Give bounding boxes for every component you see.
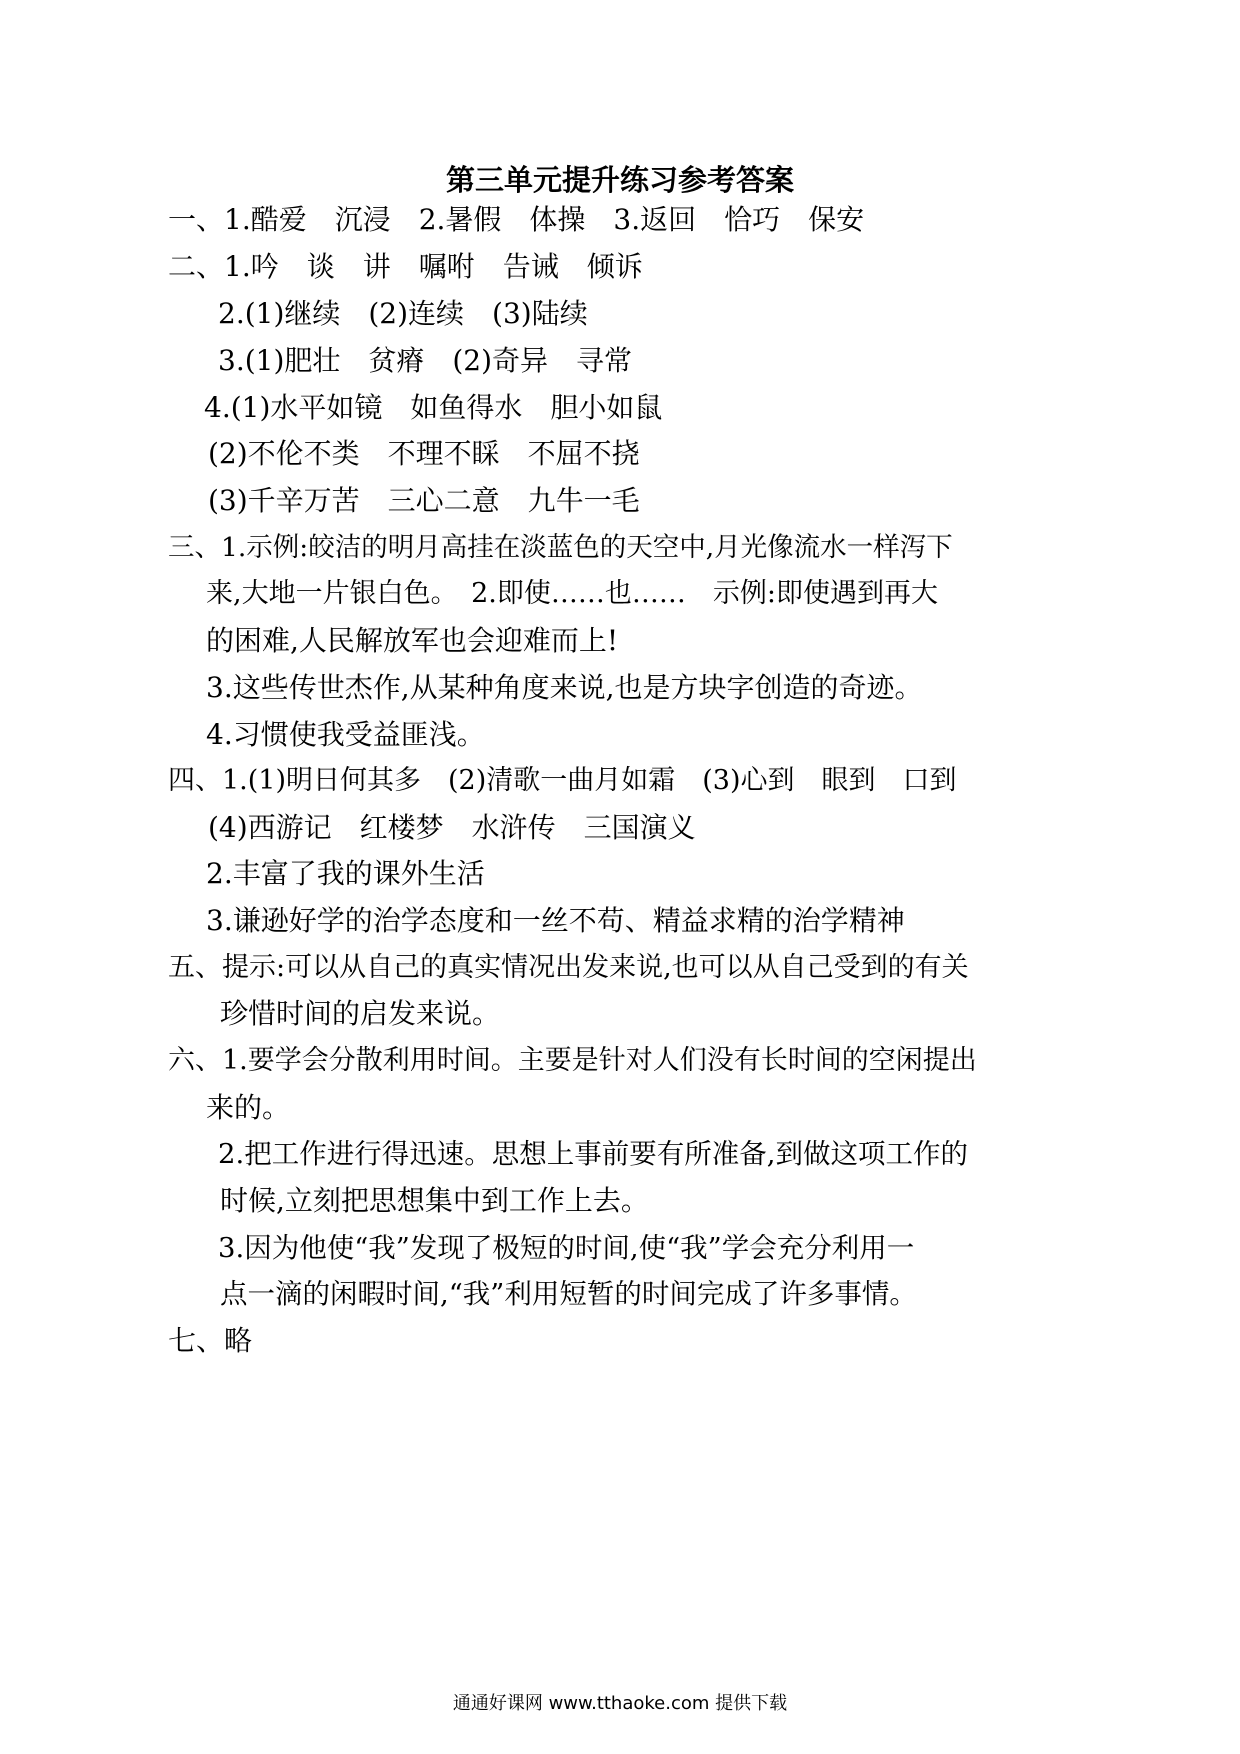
answer-line: 点一滴的闲暇时间,“我”利用短暂的时间完成了许多事情。 <box>220 1278 917 1310</box>
answer-line: 4.习惯使我受益匪浅。 <box>206 718 485 751</box>
answer-line: 七、略 <box>168 1324 253 1357</box>
answer-line: (3)千辛万苦 三心二意 九牛一毛 <box>208 484 640 517</box>
answer-line: 来的。 <box>206 1091 291 1124</box>
answer-line: 3.这些传世杰作,从某种角度来说,也是方块字创造的奇迹。 <box>206 671 923 704</box>
answer-line: 一、1.酷爱 沉浸 2.暑假 体操 3.返回 恰巧 保安 <box>168 203 865 236</box>
answer-line: 3.(1)肥壮 贫瘠 (2)奇异 寻常 <box>218 344 633 377</box>
answer-line: 3.因为他使“我”发现了极短的时间,使“我”学会充分利用一 <box>218 1232 915 1264</box>
answer-line: 2.(1)继续 (2)连续 (3)陆续 <box>218 297 588 330</box>
answer-line: (2)不伦不类 不理不睬 不屈不挠 <box>208 437 640 470</box>
answer-line: 3.谦逊好学的治学态度和一丝不苟、精益求精的治学精神 <box>206 904 905 937</box>
answer-line: 珍惜时间的启发来说。 <box>220 997 501 1030</box>
answer-line: 4.(1)水平如镜 如鱼得水 胆小如鼠 <box>204 391 663 424</box>
answer-line: 二、1.吟 谈 讲 嘱咐 告诫 倾诉 <box>168 250 643 283</box>
footer-text: 通通好课网 www.tthaoke.com 提供下载 <box>452 1693 788 1714</box>
answer-line: 五、提示:可以从自己的真实情况出发来说,也可以从自己受到的有关 <box>168 952 969 983</box>
answer-line: 三、1.示例:皎洁的明月高挂在淡蓝色的天空中,月光像流水一样泻下 <box>168 532 953 563</box>
answer-line: (4)西游记 红楼梦 水浒传 三国演义 <box>208 811 696 844</box>
answer-line: 来,大地一片银白色。 2.即使……也…… 示例:即使遇到再大 <box>206 578 938 609</box>
page-title: 第三单元提升练习参考答案 <box>445 163 794 197</box>
answer-line: 2.丰富了我的课外生活 <box>206 857 485 890</box>
answer-line: 的困难,人民解放军也会迎难而上! <box>206 624 619 657</box>
answer-line: 四、1.(1)明日何其多 (2)清歌一曲月如霜 (3)心到 眼到 口到 <box>168 765 957 796</box>
answer-line: 六、1.要学会分散利用时间。主要是针对人们没有长时间的空闲提出 <box>168 1045 977 1076</box>
answer-line: 2.把工作进行得迅速。思想上事前要有所准备,到做这项工作的 <box>218 1138 968 1170</box>
answer-line: 时候,立刻把思想集中到工作上去。 <box>220 1184 649 1217</box>
